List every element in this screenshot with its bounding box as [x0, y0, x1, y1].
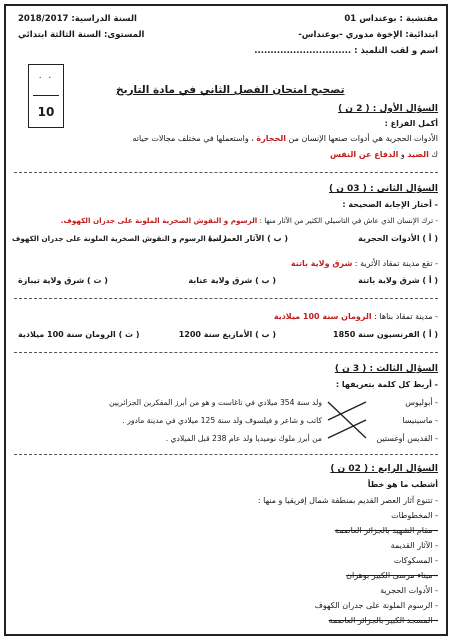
q4-instruction: أشطب ما هو خطأ: [367, 480, 438, 489]
q4-item: - الرسوم الملونة على جدران الكهوف: [314, 601, 438, 610]
q2-option2b: ( ب ) شرق ولاية عنابة: [188, 276, 276, 285]
school-year-label: السنة الدراسية: 2018/2017: [18, 14, 137, 24]
match-line-3: [328, 402, 366, 438]
q2-option2c: ( ت ) شرق ولاية تيبازة: [18, 276, 108, 285]
q2-instruction: - أختار الإجابة الصحيحة :: [342, 200, 438, 209]
school-label: ابتدائية: الإخوة مدوري -بوعنداس-: [298, 30, 438, 40]
q1-answer2b: الدفاع عن النفس: [329, 150, 399, 159]
q4-item-struck: - المسجد الكبير بالجزائر العاصمة: [328, 616, 438, 625]
q3-name-3: - القديس أوغستين: [376, 434, 438, 443]
q4-intro: - تتنوع آثار العصر القديم بمنطقة شمال إفريقيا و منها :: [257, 496, 438, 505]
section-divider: [14, 172, 438, 173]
exam-title: تصحيح امتحان الفصل الثاني في مادة التاريخ: [116, 84, 345, 96]
q4-item: - المسكوكات: [393, 556, 438, 565]
q1-answer1: الحجارة: [256, 134, 286, 143]
section-divider: [14, 352, 438, 353]
q2-answer2: شرق ولاية باتنة: [290, 259, 353, 268]
q1-mid2: و: [400, 150, 405, 159]
q2-option1b: ( ب ) الآثار العمرانية: [207, 234, 288, 243]
q2-item3-text: - مدينة تمقاد بناها :: [374, 312, 438, 321]
q4-item-struck: - ميناء مرسى الكبير بوهران: [346, 571, 438, 580]
q2-heading: السؤال الثاني : ( 03 ن ): [328, 184, 438, 194]
q4-heading: السؤال الرابع : ( 02 ن ): [330, 464, 438, 474]
q3-heading: السؤال الثالث : ( 3 ن ): [334, 364, 438, 374]
q1-line1: [132, 134, 438, 143]
match-line-2: [328, 420, 366, 438]
q2-answer3: الرومان سنة 100 ميلادية: [273, 312, 372, 321]
student-name-label: اسم و لقب التلميذ : ..............................: [254, 46, 438, 56]
q1-line1-end: ، واستعملها في مختلف مجالات حياته: [132, 134, 254, 143]
q1-line2: [330, 150, 438, 159]
grade-divider: [33, 95, 59, 96]
exam-page: [4, 4, 448, 636]
match-line-1: [328, 402, 366, 420]
q2-option1a: ( أ ) الأدوات الحجرية: [358, 234, 438, 243]
q2-item3: [274, 312, 438, 321]
q2-option3b: ( ب ) الأمازيغ سنة 1200: [178, 330, 276, 339]
q1-line1-text: الأدوات الحجرية هي أدوات صنعها الإنسان من: [288, 134, 438, 143]
grade-total: 10: [37, 105, 55, 119]
q3-definition-2: كاتب و شاعر و فيلسوف ولد سنة 125 ميلادي في مدينة مادور .: [122, 416, 322, 425]
q2-item2-text: - تقع مدينة تمقاد الأثرية :: [354, 259, 438, 268]
q3-instruction: - أربط كل كلمة بتعريفها :: [335, 380, 438, 389]
q4-item: - الآثار القديمة: [390, 541, 438, 550]
q2-item2: [291, 259, 438, 268]
q1-prefix2: ك: [431, 150, 438, 159]
q2-option3c: ( ت ) الرومان سنة 100 ميلادية: [18, 330, 140, 339]
section-divider: [14, 454, 438, 455]
q2-option1c: ( ت ) الرسوم و النقوش الصخرية الملونة على جدران الكهوف: [12, 234, 228, 243]
q1-instruction: أكمل الفراغ :: [384, 119, 438, 128]
q1-answer2a: الصيد: [407, 150, 429, 159]
q3-name-1: - أبوليوس: [405, 398, 438, 407]
grade-box: [28, 64, 64, 128]
grade-top: . .: [38, 71, 54, 81]
q3-definition-1: ولد سنة 354 ميلادي في تاغاست و هو من أبرز المفكرين الجزائريين: [108, 398, 322, 407]
inspection-label: مفتشية : بوعنداس 01: [344, 14, 438, 24]
q2-option3a: ( أ ) الفرنسيون سنة 1850: [333, 330, 438, 339]
q3-definition-3: من أبرز ملوك نوميديا ولد عام 238 قبل الميلادي .: [165, 434, 322, 443]
q1-heading: السؤال الأول : ( 2 ن ): [338, 104, 438, 114]
q2-option2a: ( أ ) شرق ولاية باتنة: [358, 276, 438, 285]
q2-item1-text: - ترك الإنسان الذي عاش في التاسيلي الكثير من الآثار منها :: [259, 216, 438, 225]
q2-item1: [61, 216, 438, 225]
q4-item-struck: - مقام الشهيد بالجزائر العاصمة: [334, 526, 438, 535]
q3-matching-lines: [324, 396, 370, 448]
level-label: المستوى: السنة الثالثة ابتدائي: [18, 30, 145, 40]
q4-item: - الأدوات الحجرية: [380, 586, 438, 595]
section-divider: [14, 298, 438, 299]
q2-answer1: الرسوم و النقوش الصخرية الملونة على جدران الكهوف.: [60, 216, 258, 225]
q3-name-2: - ماسينيسا: [402, 416, 438, 425]
q4-item: - المخطوطات: [391, 511, 438, 520]
